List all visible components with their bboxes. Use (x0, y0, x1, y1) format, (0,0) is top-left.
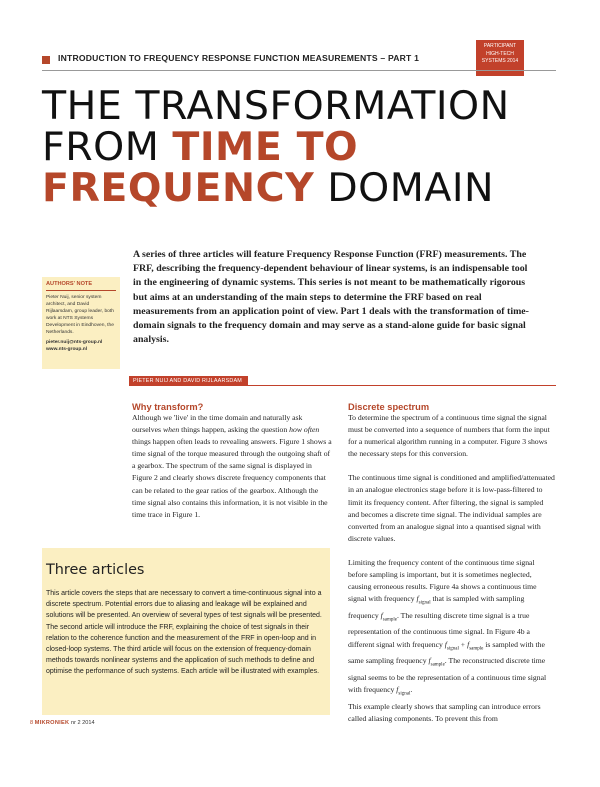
authors-note-divider (46, 290, 116, 291)
body-paragraph: To determine the spectrum of a continuous time signal the signal must be converted into a sequence of numbers that form the input for a numerical algorithm running in a computer. Figure 3 shows the necessary steps for this conversion. (348, 413, 550, 459)
section-heading-why-transform: Why transform? (132, 402, 204, 412)
magazine-name: MIKRONIEK (34, 720, 70, 726)
participant-line: PARTICIPANT (483, 43, 517, 49)
three-articles-text: This article covers the steps that are necessary to convert a time-continuous signal into a discrete spectrum. Potential errors due to aliasing and leakage will be explained and solutions will be presented. An overview of several types of test signals will be presented. The second article will introduce the FRF, explaining the choice of test signals in their relation to the coherence function and the measurement of the FRF in open-loop and in closed-loop systems. The third article will focus on the extension of frequency-domain methods towards nonlinear systems and the application of such methods to define and optimise the performance of such systems. Each article will be illustrated with examples. (46, 590, 322, 676)
text-run: . The resulting discrete time signal is a true representation of the continuous time signal. In Figure 4b a different signal with frequency (348, 610, 530, 649)
three-articles-box (42, 548, 330, 715)
headline-line-2 (42, 124, 510, 170)
byline-divider (129, 385, 556, 386)
text-run: . (410, 684, 413, 694)
headline-accent: TIME TO (172, 124, 359, 170)
text-run: Although we 'live' in the time domain and naturally ask ourselves (132, 413, 303, 435)
text-run: is sampled with the same sampling frequency (348, 639, 545, 666)
text-run: + (458, 639, 468, 649)
byline: PIETER NUIJ AND DAVID RIJLAARSDAM (129, 376, 248, 386)
section-marker (42, 56, 50, 64)
text-run: Limiting the frequency content of the continuous time signal before sampling is important, but it is sometimes neglected, causing erroneous results. Figure 4a shows a continuous time signal with frequency (348, 557, 537, 604)
math-subscript: signal (446, 646, 459, 652)
math-subscript: sample (469, 646, 484, 652)
math-symbol: f (396, 684, 399, 694)
body-paragraph (132, 412, 332, 521)
author-website-link[interactable]: www.nts-group.nl (46, 347, 88, 352)
math-symbol: f (380, 610, 383, 620)
headline-accent: FREQUENCY (42, 165, 315, 211)
text-run: things happen often leads to revealing answers. Figure 1 shows a time signal of the torque measured through the outgoing shaft of a gearbox. The spectrum of the same signal is displayed in Figure 2 and clearly shows discrete frequency components that can be related to the gear ratios of the gearbox. Although the time signal also contains this information, it is not visible in the time trace in Figure 1. (132, 437, 332, 519)
text-run: that is sampled with sampling frequency (348, 594, 525, 620)
intro-paragraph: A series of three articles will feature Frequency Response Function (FRF) measurements. The FRF, describing the frequency-dependent behaviour of linear systems, is an indispensable tool in the engineering of dynamic systems. This series is not meant to be mathematically rigorous but aims at an understanding of the main steps to determine the FRF based on real measurements from an application point of view. Part 1 deals with the transformation of time-domain signals to the frequency domain and may serve as a stand-alone guide for basic signal analysis. (133, 249, 529, 346)
header-divider (42, 70, 556, 71)
math-subscript: signal (418, 600, 431, 606)
math-symbol: f (467, 639, 470, 649)
three-articles-heading: Three articles (46, 562, 145, 578)
body-paragraph (348, 557, 556, 701)
text-run: things happen, asking the question (179, 425, 290, 435)
authors-note-box (42, 277, 120, 369)
math-symbol: f (416, 594, 419, 604)
right-column (348, 402, 556, 737)
body-paragraph: The continuous time signal is conditioned and amplified/attenuated in an analogue electronics stage before it is low-pass-filtered to limit its frequency content. After filtering, the signal is sampled and becomes a discrete time signal. The individual samples are converted from an analogue signal into a quantised signal with discrete values. (348, 473, 555, 543)
headline-line-1: THE TRANSFORMATION (42, 83, 510, 129)
body-paragraph: This example clearly shows that sampling can introduce errors called aliasing components. To prevent this from (348, 701, 541, 723)
math-symbol: f (444, 639, 447, 649)
author-email-link[interactable]: pieter.nuij@nts-group.nl (46, 340, 103, 345)
page-footer (30, 720, 95, 726)
text-run: . The reconstructed discrete time signal seems to be the representation of a continuous time signal with frequency (348, 656, 547, 694)
text-emphasis: how often (289, 425, 320, 435)
text-emphasis: when (162, 425, 180, 435)
math-symbol: f (428, 656, 431, 666)
series-title: INTRODUCTION TO FREQUENCY RESPONSE FUNCTION MEASUREMENTS – PART 1 (58, 53, 420, 63)
authors-note-heading: AUTHORS' NOTE (46, 281, 93, 287)
page-number: 8 (30, 720, 34, 726)
headline-text: FROM (42, 124, 173, 170)
article-headline (42, 83, 510, 211)
authors-contact (46, 339, 116, 353)
issue-number: nr 2 2014 (70, 720, 95, 726)
math-subscript: sample (430, 662, 445, 668)
math-subscript: sample (382, 617, 397, 623)
headline-line-3 (42, 165, 510, 211)
left-column (132, 402, 332, 521)
section-heading-discrete-spectrum: Discrete spectrum (348, 402, 430, 412)
authors-note-text: Pieter Nuij, senior system architect, and David Rijlaarsdam, group leader, both work at NTS Systems Development in Eindhoven, the Netherlands. (46, 295, 114, 335)
participant-line: SYSTEMS 2014 (481, 58, 519, 64)
math-subscript: signal (398, 691, 411, 697)
headline-text: DOMAIN (314, 165, 495, 211)
participant-line: HIGH-TECH (486, 50, 514, 57)
